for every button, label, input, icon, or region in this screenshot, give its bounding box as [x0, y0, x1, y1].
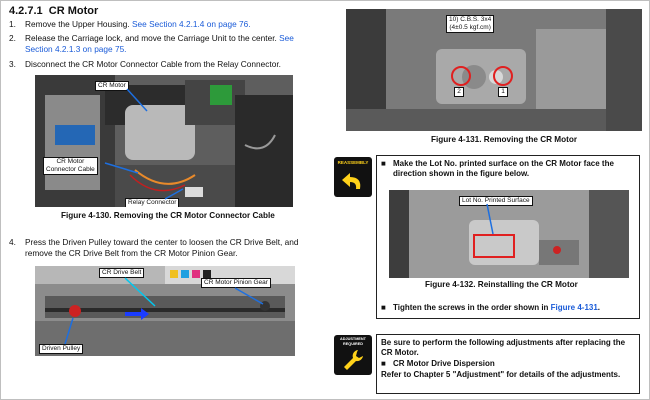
label-cr-motor: CR Motor — [95, 81, 129, 91]
bullet-square-icon: ■ — [381, 159, 386, 168]
step-1 — [9, 19, 309, 30]
label-screw-1: 1 — [498, 87, 508, 97]
link-figure-4-131[interactable]: Figure 4-131 — [550, 303, 598, 312]
bullet-square-icon: ■ — [381, 359, 386, 368]
figure-4-132-photo — [389, 190, 629, 278]
label-connector-cable: CR Motor Connector Cable — [43, 157, 98, 175]
belt-callout-lines — [35, 266, 295, 356]
undo-arrow-icon — [340, 169, 366, 193]
label-driven-pulley: Driven Pulley — [39, 344, 83, 354]
label-pinion-gear: CR Motor Pinion Gear — [201, 278, 271, 288]
step-number: 3. — [9, 59, 16, 69]
step-number: 4. — [9, 237, 16, 247]
callout-lines — [35, 75, 293, 207]
adjustment-note-box — [376, 334, 640, 394]
label-cr-drive-belt: CR Drive Belt — [99, 268, 144, 278]
step-3 — [9, 59, 309, 70]
step-number: 1. — [9, 19, 16, 29]
adjustment-item: CR Motor Drive Dispersion — [393, 359, 495, 368]
adjustment-icon — [334, 335, 372, 375]
step-text: Release the Carriage lock, and move the Carriage Unit to the center. — [25, 33, 280, 43]
step-4 — [9, 237, 319, 259]
bullet-2-text: Tighten the screws in the order shown in — [393, 303, 551, 312]
section-number: 4.2.7.1 — [9, 5, 43, 17]
figure-drive-belt-photo — [35, 266, 295, 356]
bullet-square-icon: ■ — [381, 303, 386, 312]
wrench-icon — [342, 348, 364, 372]
label-screw-spec: 10) C.B.S. 3x4 (4±0.5 kgf.cm) — [446, 15, 494, 33]
bullet-2-period: . — [597, 303, 601, 312]
adjustment-icon-label: ADJUSTMENT REQUIRED — [340, 337, 366, 346]
figure-4-130-caption: Figure 4-130. Removing the CR Motor Connector Cable — [61, 211, 275, 220]
step-text: Remove the Upper Housing. — [25, 19, 132, 29]
section-title: CR Motor — [48, 5, 99, 17]
figure-4-130-photo — [35, 75, 293, 207]
section-heading — [9, 5, 98, 17]
figure-4-131-caption: Figure 4-131. Removing the CR Motor — [431, 135, 578, 144]
reassembly-icon — [334, 157, 372, 197]
label-screw-2: 2 — [454, 87, 464, 97]
label-lot-no: Lot No. Printed Surface — [459, 196, 533, 206]
step-text: Press the Driven Pulley toward the center to loosen the CR Drive Belt, and remove the CR Drive Belt from the CR Motor Pinion Gear. — [25, 237, 299, 258]
reassembly-bullet-2 — [393, 303, 600, 313]
link-section-4-2-1-3[interactable]: See Section 4.2.1.3 on page 75. — [25, 33, 294, 54]
figure-4-132-caption: Figure 4-132. Reinstalling the CR Motor — [425, 280, 578, 289]
adjustment-line-1: Be sure to perform the following adjustments after replacing the CR Motor. — [381, 338, 626, 357]
figure-4-131-photo — [346, 9, 642, 131]
step-2 — [9, 33, 314, 55]
lot-callout-line — [389, 190, 629, 278]
reassembly-bullet-1: Make the Lot No. printed surface on the CR Motor face the direction shown in the figure below. — [393, 159, 614, 178]
label-relay-connector: Relay Connector — [125, 198, 179, 207]
step-number: 2. — [9, 33, 16, 43]
reassembly-icon-label: REASSEMBLY — [337, 160, 369, 165]
step-text: Disconnect the CR Motor Connector Cable from the Relay Connector. — [25, 59, 281, 69]
reassembly-note-box — [376, 155, 640, 319]
adjustment-line-2: Refer to Chapter 5 "Adjustment" for details of the adjustments. — [381, 370, 621, 379]
link-section-4-2-1-4[interactable]: See Section 4.2.1.4 on page 76. — [132, 19, 251, 29]
